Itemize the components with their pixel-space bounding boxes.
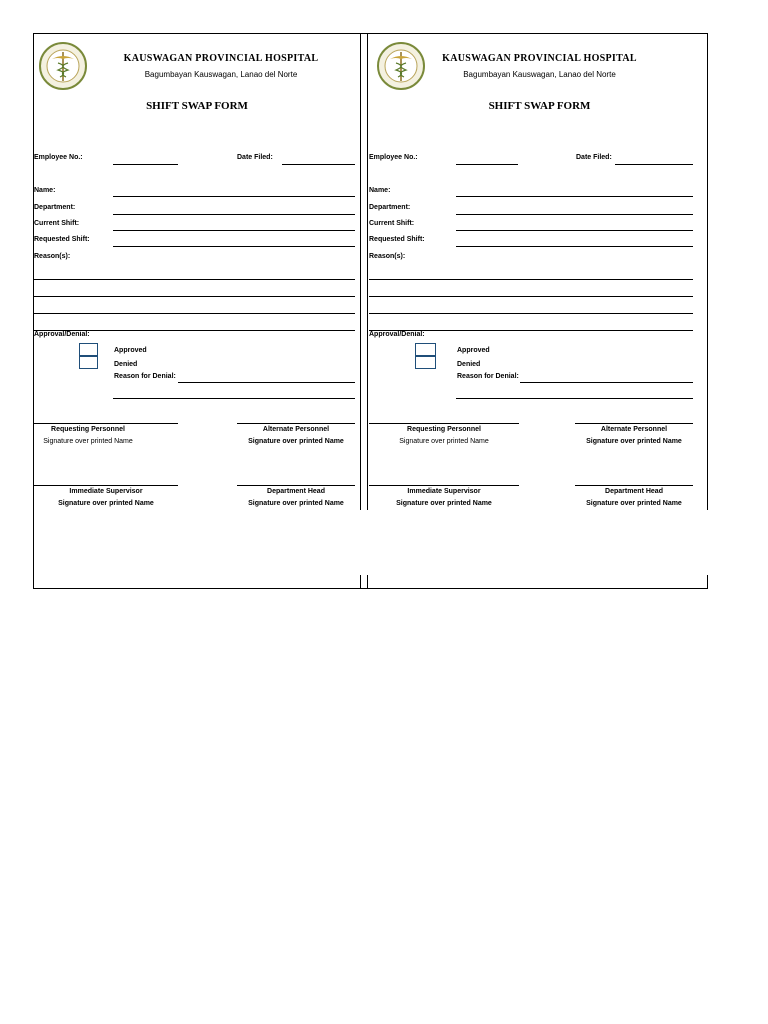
approval-label: Approval/Denial: [369,331,425,338]
alternate-sig-caption: Signature over printed Name [586,438,682,445]
denied-checkbox[interactable] [79,356,98,369]
approval-label: Approval/Denial: [34,331,90,338]
date-filed-field[interactable] [282,164,355,165]
requested-shift-label: Requested Shift: [34,236,90,243]
date-filed-field[interactable] [615,164,693,165]
employee-no-field[interactable] [113,164,178,165]
dept-head-signature-line[interactable] [575,485,693,486]
requesting-personnel-label: Requesting Personnel [407,426,481,433]
form-title: SHIFT SWAP FORM [146,100,248,112]
alternate-personnel-label: Alternate Personnel [600,426,668,433]
approved-label: Approved [457,347,490,354]
name-field[interactable] [113,196,355,197]
reason-denial-field[interactable] [520,382,693,383]
requested-shift-field[interactable] [456,246,693,247]
current-shift-field[interactable] [456,230,693,231]
alternate-personnel-label: Alternate Personnel [262,426,330,433]
reasons-label: Reason(s): [34,253,71,260]
department-label: Department: [369,204,411,211]
reason-line-1[interactable] [369,279,693,280]
frame-divider-lower [367,575,368,589]
hospital-name: KAUSWAGAN PROVINCIAL HOSPITAL [123,53,319,64]
dept-head-sig-caption: Signature over printed Name [248,500,344,507]
department-head-label: Department Head [267,488,325,495]
employee-no-label: Employee No.: [34,154,83,161]
dept-head-sig-caption: Signature over printed Name [586,500,682,507]
form-title: SHIFT SWAP FORM [488,100,591,112]
reason-denial-field[interactable] [178,382,355,383]
requested-shift-label: Requested Shift: [369,236,425,243]
reason-denial-field-2[interactable] [113,398,355,399]
shift-swap-form-right [368,33,707,510]
frame-right-edge-lower [707,575,708,589]
current-shift-field[interactable] [113,230,355,231]
reason-denial-field-2[interactable] [456,398,693,399]
department-head-label: Department Head [605,488,663,495]
caduceus-seal-icon [38,41,88,91]
reason-line-1[interactable] [34,279,355,280]
employee-no-label: Employee No.: [369,154,418,161]
date-filed-label: Date Filed: [237,154,273,161]
alternate-signature-line[interactable] [237,423,355,424]
frame-left-edge-lower [360,575,361,589]
supervisor-sig-caption: Signature over printed Name [396,500,492,507]
denied-label: Denied [114,361,138,368]
current-shift-label: Current Shift: [369,220,415,227]
alternate-sig-caption: Signature over printed Name [248,438,344,445]
supervisor-signature-line[interactable] [34,485,178,486]
approved-checkbox[interactable] [415,343,436,356]
department-field[interactable] [456,214,693,215]
requesting-signature-line[interactable] [369,423,519,424]
requesting-signature-line[interactable] [34,423,178,424]
reason-line-3[interactable] [34,313,355,314]
approved-label: Approved [114,347,147,354]
reason-line-3[interactable] [369,313,693,314]
requesting-sig-caption: Signature over printed Name [43,438,133,445]
employee-no-field[interactable] [456,164,518,165]
requesting-personnel-label: Requesting Personnel [51,426,125,433]
alternate-signature-line[interactable] [575,423,693,424]
requesting-sig-caption: Signature over printed Name [399,438,489,445]
reasons-label: Reason(s): [369,253,406,260]
denied-label: Denied [457,361,481,368]
frame-bottom-edge [33,588,708,589]
department-label: Department: [34,204,76,211]
reason-denial-label: Reason for Denial: [457,373,519,380]
denied-checkbox[interactable] [415,356,436,369]
department-field[interactable] [113,214,355,215]
immediate-supervisor-label: Immediate Supervisor [69,488,143,495]
dept-head-signature-line[interactable] [237,485,355,486]
requested-shift-field[interactable] [113,246,355,247]
hospital-address: Bagumbayan Kauswagan, Lanao del Norte [463,70,616,79]
caduceus-seal-icon [376,41,426,91]
shift-swap-form-left [34,33,360,510]
hospital-name: KAUSWAGAN PROVINCIAL HOSPITAL [442,53,637,64]
reason-denial-label: Reason for Denial: [114,373,176,380]
approved-checkbox[interactable] [79,343,98,356]
current-shift-label: Current Shift: [34,220,80,227]
supervisor-signature-line[interactable] [369,485,519,486]
name-field[interactable] [456,196,693,197]
reason-line-2[interactable] [369,296,693,297]
supervisor-sig-caption: Signature over printed Name [58,500,154,507]
date-filed-label: Date Filed: [576,154,612,161]
immediate-supervisor-label: Immediate Supervisor [407,488,481,495]
hospital-address: Bagumbayan Kauswagan, Lanao del Norte [144,70,298,79]
name-label: Name: [34,187,56,194]
reason-line-2[interactable] [34,296,355,297]
frame-divider-a [360,33,361,510]
name-label: Name: [369,187,391,194]
